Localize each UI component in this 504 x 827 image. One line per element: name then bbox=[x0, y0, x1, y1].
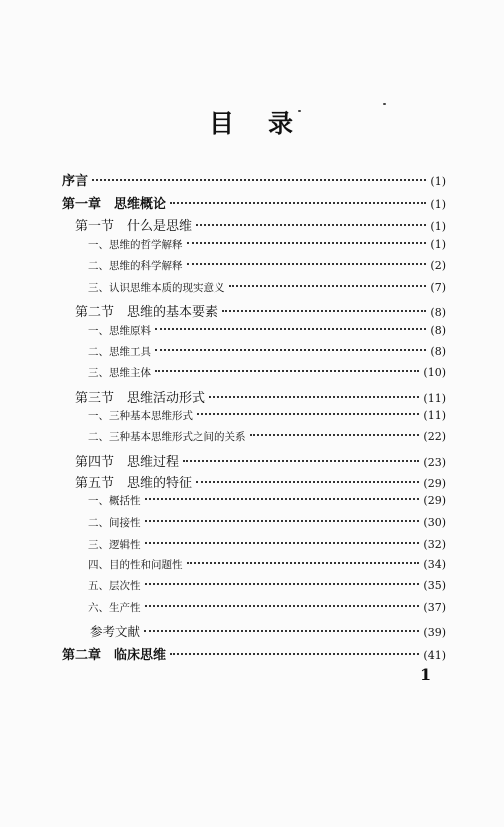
scan-speck bbox=[298, 110, 301, 112]
toc-entry-title: 序言 bbox=[62, 174, 89, 189]
toc-entry-page: (10) bbox=[423, 366, 446, 379]
toc-entry bbox=[88, 515, 446, 530]
toc-entry-page: (1) bbox=[430, 198, 446, 211]
toc-entry-title: 第三节 思维活动形式 bbox=[75, 391, 206, 406]
toc-entry-title: 三、逻辑性 bbox=[88, 539, 141, 551]
dot-leader bbox=[183, 460, 419, 462]
toc-entry bbox=[88, 237, 446, 252]
toc-entry-page: (8) bbox=[430, 345, 446, 358]
toc-entry bbox=[90, 622, 446, 640]
toc-entry bbox=[62, 193, 446, 212]
title-char-1: 目 bbox=[209, 109, 236, 138]
toc-entry bbox=[75, 387, 446, 406]
dot-leader bbox=[187, 242, 427, 244]
toc-entry-page: (2) bbox=[430, 259, 446, 272]
dot-leader bbox=[196, 224, 426, 226]
toc-entry bbox=[88, 429, 446, 444]
toc-entry-title: 第一章 思维概论 bbox=[62, 197, 167, 212]
toc-entry-page: (41) bbox=[423, 649, 446, 662]
dot-leader bbox=[187, 263, 427, 265]
toc-entry-title: 二、三种基本思维形式之间的关系 bbox=[88, 431, 246, 443]
toc-entry-title: 三、认识思维本质的现实意义 bbox=[88, 282, 225, 294]
toc-entry-page: (1) bbox=[430, 220, 446, 233]
toc-entry-title: 三、思维主体 bbox=[88, 367, 151, 379]
toc-entry-page: (8) bbox=[430, 324, 446, 337]
toc-entry-title: 二、思维的科学解释 bbox=[88, 260, 183, 272]
toc-entry-title: 二、思维工具 bbox=[88, 346, 151, 358]
toc-entry-title: 第一节 什么是思维 bbox=[75, 219, 193, 234]
toc-entry-title: 一、三种基本思维形式 bbox=[88, 410, 193, 422]
toc-entry-page: (29) bbox=[423, 494, 446, 507]
toc-entry bbox=[88, 578, 446, 593]
dot-leader bbox=[144, 630, 419, 632]
toc-entry-title: 四、目的性和问题性 bbox=[88, 559, 183, 571]
toc-entry-page: (29) bbox=[423, 477, 446, 490]
dot-leader bbox=[187, 562, 420, 564]
toc-entry bbox=[75, 472, 446, 491]
dot-leader bbox=[155, 349, 426, 351]
page-number: 1 bbox=[420, 665, 432, 684]
dot-leader bbox=[145, 520, 420, 522]
dot-leader bbox=[92, 179, 426, 181]
toc-entry-title: 一、思维的哲学解释 bbox=[88, 239, 183, 251]
toc-entry bbox=[88, 365, 446, 380]
toc-entry-page: (37) bbox=[423, 601, 446, 614]
toc-entry-title: 第四节 思维过程 bbox=[75, 455, 180, 470]
toc-entry bbox=[88, 280, 446, 295]
toc-entry bbox=[75, 301, 446, 320]
toc-entry bbox=[62, 644, 446, 663]
dot-leader bbox=[155, 370, 419, 372]
dot-leader bbox=[209, 396, 419, 398]
scan-speck bbox=[383, 103, 386, 105]
toc-entry bbox=[75, 451, 446, 470]
dot-leader bbox=[222, 310, 426, 312]
toc-entry-page: (39) bbox=[423, 626, 446, 639]
toc-entry-title: 一、思维原料 bbox=[88, 325, 151, 337]
dot-leader bbox=[196, 481, 419, 483]
toc-entry bbox=[88, 344, 446, 359]
toc-entry-title: 一、概括性 bbox=[88, 495, 141, 507]
toc-entry-title: 五、层次性 bbox=[88, 580, 141, 592]
toc-entry-title: 第二章 临床思维 bbox=[62, 648, 167, 663]
dot-leader bbox=[145, 583, 420, 585]
toc-entry-title: 六、生产性 bbox=[88, 602, 141, 614]
dot-leader bbox=[250, 434, 420, 436]
toc-entry-page: (23) bbox=[423, 456, 446, 469]
dot-leader bbox=[145, 542, 420, 544]
toc-entry-title: 第二节 思维的基本要素 bbox=[75, 305, 219, 320]
toc-entry bbox=[88, 323, 446, 338]
toc-entry bbox=[88, 493, 446, 508]
toc-entry-page: (22) bbox=[423, 430, 446, 443]
toc-entry-page: (11) bbox=[423, 409, 446, 422]
toc-entry-title: 第五节 思维的特征 bbox=[75, 476, 193, 491]
toc-entry-title: 参考文献 bbox=[90, 624, 141, 639]
toc-entry bbox=[88, 408, 446, 423]
toc-entry bbox=[88, 600, 446, 615]
toc-entry bbox=[88, 537, 446, 552]
toc-entry-page: (1) bbox=[430, 238, 446, 251]
dot-leader bbox=[145, 605, 420, 607]
dot-leader bbox=[145, 498, 420, 500]
toc-entry bbox=[62, 170, 446, 189]
toc-entry-page: (34) bbox=[423, 558, 446, 571]
toc-entry-page: (7) bbox=[430, 281, 446, 294]
toc-entry bbox=[75, 215, 446, 234]
toc-entry-title: 二、间接性 bbox=[88, 517, 141, 529]
toc-entry bbox=[88, 557, 446, 572]
toc-entry-page: (8) bbox=[430, 306, 446, 319]
toc-entry bbox=[88, 258, 446, 273]
dot-leader bbox=[155, 328, 426, 330]
toc-entry-page: (11) bbox=[423, 392, 446, 405]
dot-leader bbox=[229, 285, 427, 287]
toc-entry-page: (1) bbox=[430, 175, 446, 188]
dot-leader bbox=[170, 202, 426, 204]
toc-entry-page: (32) bbox=[423, 538, 446, 551]
toc-entry-page: (30) bbox=[423, 516, 446, 529]
dot-leader bbox=[170, 653, 419, 655]
title-char-2: 录 bbox=[268, 109, 295, 138]
toc-entry-page: (35) bbox=[423, 579, 446, 592]
dot-leader bbox=[197, 413, 419, 415]
